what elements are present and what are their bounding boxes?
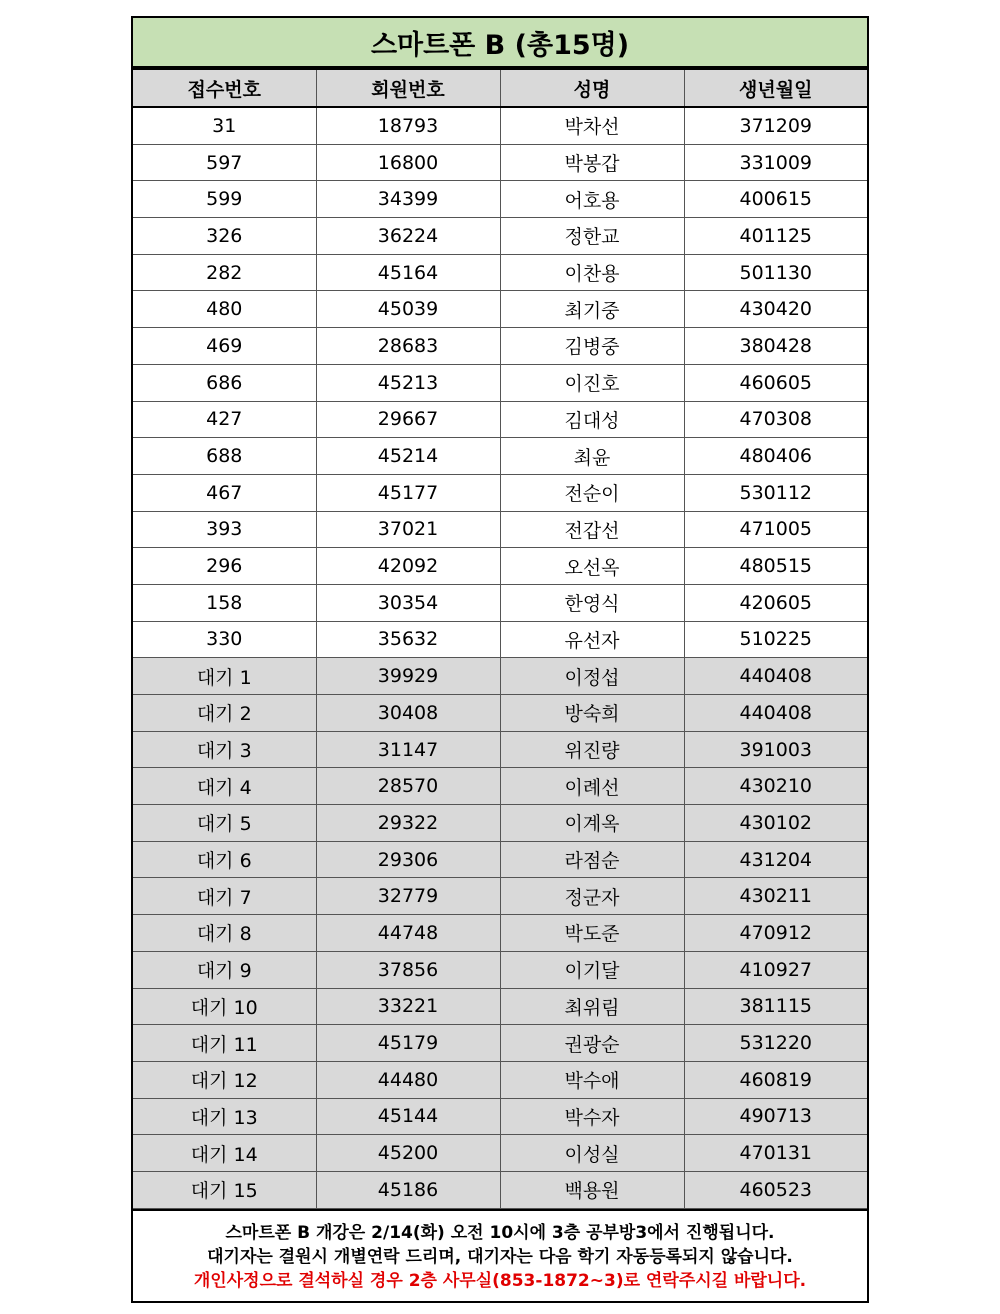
cell-birthdate: 510225	[684, 621, 868, 658]
cell-birthdate: 470131	[684, 1135, 868, 1172]
cell-birthdate: 440408	[684, 695, 868, 732]
cell-birthdate: 410927	[684, 951, 868, 988]
cell-birthdate: 460819	[684, 1061, 868, 1098]
cell-member-number: 37856	[316, 951, 500, 988]
cell-member-number: 45039	[316, 291, 500, 328]
cell-receipt-number: 686	[132, 364, 316, 401]
notice-line-schedule: 스마트폰 B 개강은 2/14(화) 오전 10시에 3층 공부방3에서 진행됩니다.	[225, 1222, 775, 1243]
cell-member-number: 36224	[316, 218, 500, 255]
table-row	[132, 1025, 868, 1062]
cell-member-number: 45200	[316, 1135, 500, 1172]
cell-name: 박차선	[500, 107, 684, 144]
cell-name: 전갑선	[500, 511, 684, 548]
header-birthdate: 생년월일	[684, 69, 868, 107]
table-row	[132, 805, 868, 842]
cell-name: 최윤	[500, 438, 684, 475]
cell-member-number: 29322	[316, 805, 500, 842]
cell-receipt-number: 688	[132, 438, 316, 475]
notice-line-absence-contact: 개인사정으로 결석하실 경우 2층 사무실(853-1872~3)로 연락주시길 바랍니다.	[193, 1270, 807, 1291]
cell-member-number: 29306	[316, 841, 500, 878]
notice-line-waiting: 대기자는 결원시 개별연락 드리며, 대기자는 다음 학기 자동등록되지 않습니다.	[207, 1246, 793, 1267]
table-row	[132, 144, 868, 181]
cell-receipt-number: 대기 1	[132, 658, 316, 695]
member-table	[131, 68, 869, 1209]
cell-member-number: 29667	[316, 401, 500, 438]
table-row	[132, 1135, 868, 1172]
cell-receipt-number: 427	[132, 401, 316, 438]
header-member-number: 회원번호	[316, 69, 500, 107]
header-receipt-number: 접수번호	[132, 69, 316, 107]
cell-birthdate: 331009	[684, 144, 868, 181]
notice-box	[131, 1209, 869, 1303]
cell-name: 라점순	[500, 841, 684, 878]
table-row	[132, 841, 868, 878]
table-row	[132, 218, 868, 255]
cell-receipt-number: 대기 7	[132, 878, 316, 915]
cell-member-number: 31147	[316, 731, 500, 768]
cell-birthdate: 430211	[684, 878, 868, 915]
cell-birthdate: 381115	[684, 988, 868, 1025]
cell-birthdate: 460523	[684, 1171, 868, 1208]
cell-name: 정군자	[500, 878, 684, 915]
cell-receipt-number: 469	[132, 328, 316, 365]
cell-name: 어호용	[500, 181, 684, 218]
cell-name: 오선옥	[500, 548, 684, 585]
cell-member-number: 44480	[316, 1061, 500, 1098]
cell-receipt-number: 393	[132, 511, 316, 548]
cell-member-number: 39929	[316, 658, 500, 695]
cell-member-number: 35632	[316, 621, 500, 658]
cell-receipt-number: 대기 12	[132, 1061, 316, 1098]
cell-birthdate: 430420	[684, 291, 868, 328]
cell-member-number: 45164	[316, 254, 500, 291]
cell-birthdate: 480406	[684, 438, 868, 475]
cell-receipt-number: 480	[132, 291, 316, 328]
cell-birthdate: 501130	[684, 254, 868, 291]
cell-name: 최위림	[500, 988, 684, 1025]
cell-name: 위진량	[500, 731, 684, 768]
cell-name: 전순이	[500, 474, 684, 511]
cell-receipt-number: 대기 3	[132, 731, 316, 768]
table-row	[132, 328, 868, 365]
table-header-row	[132, 69, 868, 107]
cell-member-number: 45144	[316, 1098, 500, 1135]
cell-name: 박도준	[500, 915, 684, 952]
cell-birthdate: 480515	[684, 548, 868, 585]
cell-name: 박수애	[500, 1061, 684, 1098]
cell-birthdate: 400615	[684, 181, 868, 218]
cell-member-number: 28683	[316, 328, 500, 365]
cell-receipt-number: 282	[132, 254, 316, 291]
cell-birthdate: 391003	[684, 731, 868, 768]
header-name: 성명	[500, 69, 684, 107]
cell-name: 이례선	[500, 768, 684, 805]
cell-birthdate: 471005	[684, 511, 868, 548]
cell-member-number: 28570	[316, 768, 500, 805]
cell-name: 이성실	[500, 1135, 684, 1172]
cell-birthdate: 470912	[684, 915, 868, 952]
cell-birthdate: 430210	[684, 768, 868, 805]
table-row	[132, 915, 868, 952]
cell-name: 이찬용	[500, 254, 684, 291]
cell-name: 유선자	[500, 621, 684, 658]
cell-birthdate: 430102	[684, 805, 868, 842]
cell-birthdate: 420605	[684, 584, 868, 621]
cell-member-number: 32779	[316, 878, 500, 915]
table-row	[132, 438, 868, 475]
cell-name: 방숙희	[500, 695, 684, 732]
cell-birthdate: 380428	[684, 328, 868, 365]
cell-member-number: 37021	[316, 511, 500, 548]
cell-member-number: 34399	[316, 181, 500, 218]
cell-member-number: 42092	[316, 548, 500, 585]
table-row	[132, 951, 868, 988]
table-row	[132, 254, 868, 291]
cell-receipt-number: 대기 9	[132, 951, 316, 988]
table-row	[132, 584, 868, 621]
table-row	[132, 401, 868, 438]
cell-birthdate: 490713	[684, 1098, 868, 1135]
cell-name: 이정섭	[500, 658, 684, 695]
cell-member-number: 45177	[316, 474, 500, 511]
cell-member-number: 45213	[316, 364, 500, 401]
cell-receipt-number: 대기 6	[132, 841, 316, 878]
cell-receipt-number: 599	[132, 181, 316, 218]
table-row	[132, 1098, 868, 1135]
table-row	[132, 474, 868, 511]
cell-name: 박봉갑	[500, 144, 684, 181]
registration-sheet	[131, 16, 869, 1303]
cell-birthdate: 470308	[684, 401, 868, 438]
table-row	[132, 364, 868, 401]
table-body	[132, 107, 868, 1208]
cell-name: 권광순	[500, 1025, 684, 1062]
table-row	[132, 291, 868, 328]
cell-receipt-number: 대기 11	[132, 1025, 316, 1062]
cell-receipt-number: 467	[132, 474, 316, 511]
cell-birthdate: 401125	[684, 218, 868, 255]
cell-receipt-number: 296	[132, 548, 316, 585]
cell-birthdate: 440408	[684, 658, 868, 695]
table-row	[132, 695, 868, 732]
cell-name: 이진호	[500, 364, 684, 401]
cell-member-number: 45214	[316, 438, 500, 475]
cell-member-number: 18793	[316, 107, 500, 144]
cell-receipt-number: 330	[132, 621, 316, 658]
cell-name: 백용원	[500, 1171, 684, 1208]
cell-name: 박수자	[500, 1098, 684, 1135]
cell-name: 최기중	[500, 291, 684, 328]
sheet-title: 스마트폰 B (총15명)	[131, 16, 869, 68]
cell-receipt-number: 대기 14	[132, 1135, 316, 1172]
table-row	[132, 548, 868, 585]
cell-receipt-number: 대기 2	[132, 695, 316, 732]
cell-receipt-number: 대기 13	[132, 1098, 316, 1135]
cell-receipt-number: 31	[132, 107, 316, 144]
cell-name: 이기달	[500, 951, 684, 988]
table-row	[132, 768, 868, 805]
cell-member-number: 45179	[316, 1025, 500, 1062]
cell-name: 이계옥	[500, 805, 684, 842]
table-row	[132, 1171, 868, 1208]
cell-name: 김병중	[500, 328, 684, 365]
cell-birthdate: 530112	[684, 474, 868, 511]
cell-member-number: 33221	[316, 988, 500, 1025]
table-row	[132, 1061, 868, 1098]
cell-receipt-number: 대기 8	[132, 915, 316, 952]
cell-receipt-number: 597	[132, 144, 316, 181]
cell-member-number: 30408	[316, 695, 500, 732]
cell-birthdate: 371209	[684, 107, 868, 144]
table-row	[132, 511, 868, 548]
table-row	[132, 878, 868, 915]
table-row	[132, 181, 868, 218]
cell-receipt-number: 대기 10	[132, 988, 316, 1025]
cell-name: 한영식	[500, 584, 684, 621]
cell-birthdate: 460605	[684, 364, 868, 401]
cell-receipt-number: 대기 4	[132, 768, 316, 805]
table-row	[132, 731, 868, 768]
table-row	[132, 658, 868, 695]
cell-birthdate: 531220	[684, 1025, 868, 1062]
table-row	[132, 621, 868, 658]
cell-member-number: 16800	[316, 144, 500, 181]
cell-receipt-number: 대기 5	[132, 805, 316, 842]
cell-member-number: 30354	[316, 584, 500, 621]
cell-receipt-number: 대기 15	[132, 1171, 316, 1208]
table-row	[132, 107, 868, 144]
cell-receipt-number: 326	[132, 218, 316, 255]
cell-receipt-number: 158	[132, 584, 316, 621]
cell-member-number: 44748	[316, 915, 500, 952]
cell-name: 정한교	[500, 218, 684, 255]
cell-member-number: 45186	[316, 1171, 500, 1208]
table-row	[132, 988, 868, 1025]
cell-name: 김대성	[500, 401, 684, 438]
cell-birthdate: 431204	[684, 841, 868, 878]
